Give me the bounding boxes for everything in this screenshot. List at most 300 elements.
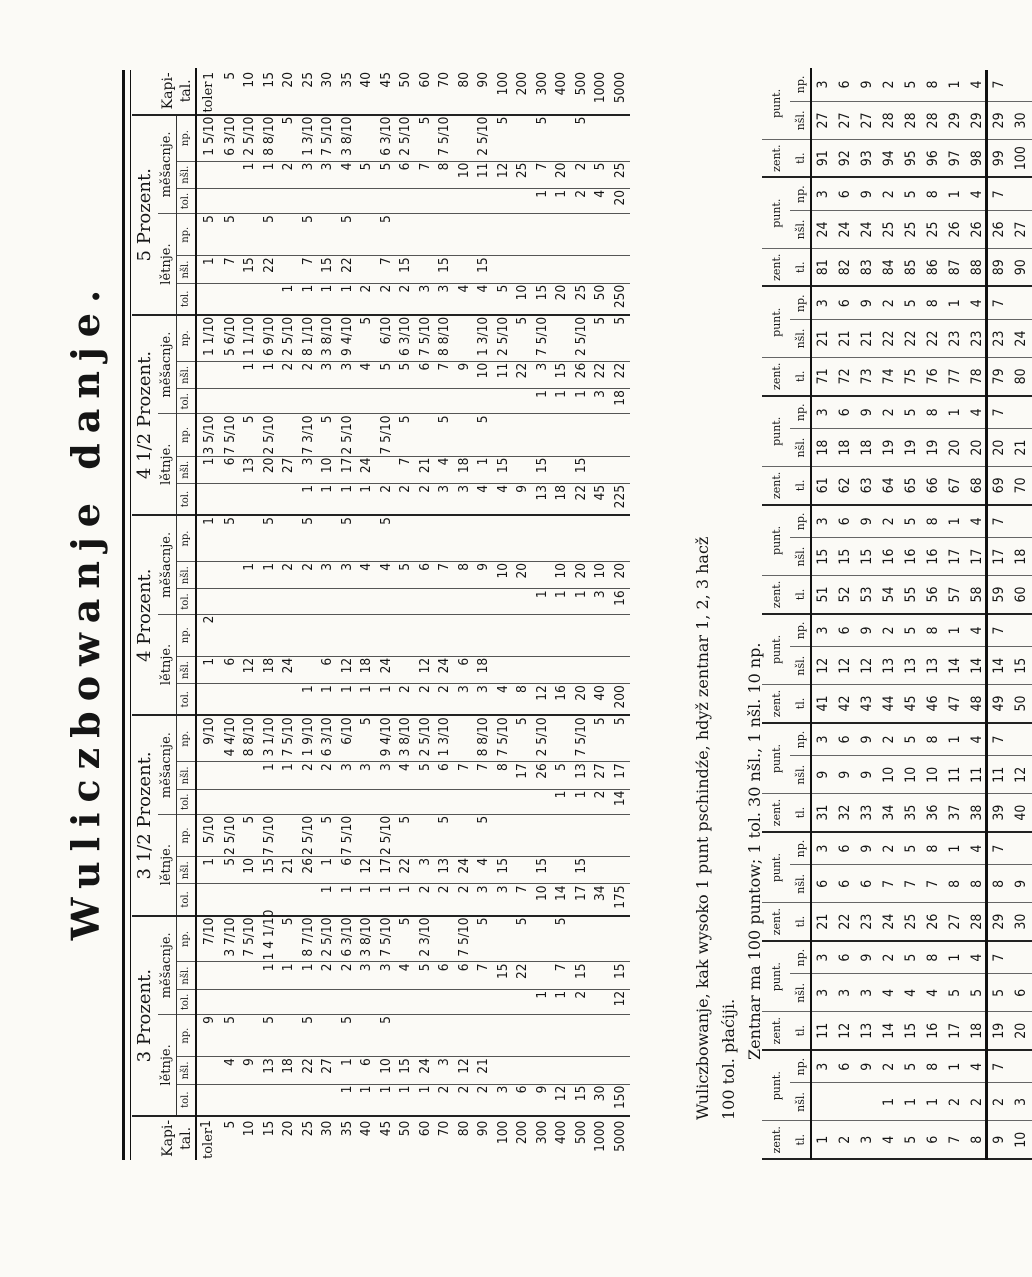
- np-value: 4: [966, 832, 988, 865]
- value-cell: [337, 614, 357, 656]
- nsl-value: 18: [834, 429, 856, 467]
- np-value: 5: [900, 614, 922, 647]
- capital-value: 60: [416, 1120, 433, 1137]
- value-cell: 7 5/10: [279, 715, 299, 761]
- value-cell: 2: [376, 483, 396, 515]
- table-row: [454, 68, 474, 1160]
- value-cell: [513, 589, 533, 614]
- np-value: [1010, 505, 1032, 538]
- zent-header: zent.: [762, 139, 790, 177]
- value-cell: 2: [435, 884, 455, 916]
- value-cell: 7 5/10: [415, 315, 435, 361]
- value-cell: [337, 789, 357, 814]
- value-cell: 14: [552, 884, 572, 916]
- nsl-value: 13: [922, 647, 944, 685]
- value-cell: [396, 656, 416, 683]
- zent-value: 31: [811, 794, 834, 832]
- value-cell: [376, 456, 396, 483]
- table-row: [513, 68, 533, 1160]
- value-cell: 24: [454, 857, 474, 884]
- np-value: [1010, 723, 1032, 756]
- value-cell: [571, 1057, 591, 1084]
- value-cell: [454, 989, 474, 1014]
- value-cell: [220, 188, 240, 213]
- value-cell: 15: [493, 857, 513, 884]
- capital-cell-right: [259, 68, 279, 115]
- value-cell: [240, 614, 260, 656]
- np-value: 8: [922, 941, 944, 974]
- value-cell: [591, 256, 611, 283]
- nsl-value: 12: [834, 647, 856, 685]
- value-cell: 2: [454, 1084, 474, 1116]
- value-cell: [240, 389, 260, 414]
- capital-value: 25: [299, 72, 316, 88]
- value-cell: 7: [435, 561, 455, 588]
- zent-value: 14: [878, 1012, 900, 1050]
- value-cell: [415, 789, 435, 814]
- value-cell: 20: [259, 456, 279, 483]
- value-cell: [279, 614, 299, 656]
- zent-unit-row: [790, 68, 811, 1159]
- caption-line-1: Wuliczbowanje, kak wysoko 1 punt pschindźe, hdyž zentnar 1, 2, 3 hacž 100 tol. płaćiji.: [693, 536, 738, 1120]
- nsl-value: 14: [966, 647, 988, 685]
- value-cell: [571, 414, 591, 456]
- unit-header: tol.: [177, 589, 197, 614]
- np-value: [1010, 177, 1032, 210]
- value-cell: [376, 789, 396, 814]
- zent-value: 49: [988, 685, 1010, 723]
- value-cell: [571, 656, 591, 683]
- value-cell: [571, 1015, 591, 1057]
- value-cell: 15: [571, 1084, 591, 1116]
- table-row: [834, 68, 856, 1159]
- value-cell: 24: [376, 656, 396, 683]
- capital-cell-right: [279, 68, 299, 115]
- value-cell: 15: [493, 456, 513, 483]
- np-value: 8: [922, 177, 944, 210]
- capital-cell: [318, 1116, 338, 1160]
- value-cell: 11: [493, 361, 513, 388]
- value-cell: 24: [279, 656, 299, 683]
- value-cell: 20: [571, 684, 591, 716]
- rotated-content: [52, 60, 1029, 1160]
- value-cell: [493, 389, 513, 414]
- value-cell: 7 5/10: [435, 115, 455, 161]
- zent-value: 71: [811, 358, 834, 396]
- table-row: [240, 68, 260, 1160]
- value-cell: 2: [474, 1084, 494, 1116]
- value-cell: 12: [610, 989, 630, 1014]
- value-cell: 3: [532, 361, 552, 388]
- zent-value: 7: [944, 1121, 966, 1159]
- nsl-value: 15: [1010, 647, 1032, 685]
- np-value: 1: [944, 832, 966, 865]
- value-cell: 5: [396, 814, 416, 856]
- value-cell: 5: [220, 1015, 240, 1057]
- value-cell: 3: [318, 161, 338, 188]
- np-value: 1: [944, 287, 966, 320]
- value-cell: 5: [396, 414, 416, 456]
- value-cell: [474, 589, 494, 614]
- value-cell: 25: [610, 161, 630, 188]
- value-cell: [357, 414, 377, 456]
- unit-nsl: nšl.: [790, 101, 811, 139]
- zent-value: 98: [966, 139, 988, 177]
- table-row: [944, 68, 966, 1159]
- value-cell: [513, 389, 533, 414]
- value-cell: 8: [493, 762, 513, 789]
- unit-tl: tl.: [790, 903, 811, 941]
- zent-value: 20: [1010, 1012, 1032, 1050]
- value-cell: 5: [435, 814, 455, 856]
- group-monthly: měšacnje.: [158, 115, 177, 214]
- unit-header: np.: [177, 715, 197, 761]
- zent-value: 84: [878, 248, 900, 286]
- value-cell: 22: [337, 256, 357, 283]
- capital-label-right: Kapi-tal.: [132, 68, 196, 115]
- nsl-value: 19: [900, 429, 922, 467]
- nsl-value: 11: [988, 756, 1010, 794]
- value-cell: 22: [610, 361, 630, 388]
- value-cell: [435, 916, 455, 962]
- value-cell: 3 5/10: [196, 414, 220, 456]
- value-cell: [396, 989, 416, 1014]
- table-row: [196, 68, 220, 1160]
- value-cell: 2: [318, 762, 338, 789]
- zent-value: 42: [834, 685, 856, 723]
- value-cell: 15: [396, 256, 416, 283]
- value-cell: 1: [259, 561, 279, 588]
- capital-label-left: Kapi-tal.: [132, 1116, 196, 1160]
- value-cell: [279, 483, 299, 515]
- zent-value: 4: [878, 1121, 900, 1159]
- value-cell: 10: [513, 283, 533, 315]
- zent-value: 19: [988, 1012, 1010, 1050]
- np-value: 3: [811, 505, 834, 538]
- zent-value: 22: [834, 903, 856, 941]
- value-cell: 3 8/10: [337, 115, 357, 161]
- nsl-value: 4: [878, 974, 900, 1012]
- np-value: 2: [878, 396, 900, 429]
- value-cell: 5: [318, 814, 338, 856]
- np-value: [1010, 1050, 1032, 1083]
- value-cell: 2: [298, 561, 318, 588]
- value-cell: [513, 1015, 533, 1057]
- value-cell: [513, 414, 533, 456]
- value-cell: 4: [337, 161, 357, 188]
- np-value: 7: [988, 614, 1010, 647]
- nsl-value: 12: [811, 647, 834, 685]
- unit-np: np.: [790, 68, 811, 101]
- group-monthly: měšacnje.: [158, 916, 177, 1015]
- np-value: 6: [834, 396, 856, 429]
- value-cell: 10: [493, 561, 513, 588]
- value-cell: 2: [435, 684, 455, 716]
- np-value: 6: [834, 68, 856, 101]
- value-cell: [493, 989, 513, 1014]
- value-cell: [493, 214, 513, 256]
- unit-np: np.: [790, 832, 811, 865]
- value-cell: 12: [532, 684, 552, 716]
- nsl-value: 25: [922, 210, 944, 248]
- capital-cell: [513, 1116, 533, 1160]
- unit-header: np.: [177, 214, 197, 256]
- value-cell: [532, 214, 552, 256]
- nsl-value: 30: [1010, 101, 1032, 139]
- caption-line-2: Zentnar ma 100 puntow; 1 tol. 30 nšl., 1 nšl. 10 np.: [745, 642, 764, 1060]
- nsl-value: 27: [834, 101, 856, 139]
- capital-cell-right: [610, 68, 630, 115]
- value-cell: [415, 188, 435, 213]
- nsl-value: 3: [1010, 1083, 1032, 1121]
- zent-value: 23: [856, 903, 878, 941]
- value-cell: [415, 1015, 435, 1057]
- value-cell: 3 8/10: [396, 715, 416, 761]
- value-cell: [240, 962, 260, 989]
- value-cell: [552, 414, 572, 456]
- value-cell: 1: [474, 456, 494, 483]
- value-cell: 30: [591, 1084, 611, 1116]
- capital-value: 70: [436, 1120, 453, 1137]
- zent-header: zent.: [762, 248, 790, 286]
- zent-value: 52: [834, 576, 856, 614]
- value-cell: [493, 188, 513, 213]
- value-cell: [220, 762, 240, 789]
- capital-cell: [279, 1116, 299, 1160]
- value-cell: 1: [552, 389, 572, 414]
- value-cell: 5: [318, 414, 338, 456]
- np-value: 7: [988, 832, 1010, 865]
- table-row: [259, 68, 279, 1160]
- value-cell: 7 5/10: [338, 815, 355, 855]
- capital-value: 5000: [611, 72, 628, 104]
- nsl-value: 29: [944, 101, 966, 139]
- nsl-value: 28: [922, 101, 944, 139]
- zent-value: 13: [856, 1012, 878, 1050]
- value-cell: 5: [376, 515, 396, 561]
- value-cell: 24: [357, 456, 377, 483]
- np-value: 6: [834, 832, 856, 865]
- nsl-value: [811, 1083, 834, 1121]
- capital-value: 5: [221, 1120, 238, 1129]
- zent-value: 28: [966, 903, 988, 941]
- table-row: [878, 68, 900, 1159]
- value-cell: 10: [376, 1057, 396, 1084]
- value-cell: [532, 789, 552, 814]
- unit-header: nšl.: [177, 456, 197, 483]
- value-cell: 3: [435, 1057, 455, 1084]
- nsl-value: 3: [856, 974, 878, 1012]
- value-cell: [493, 1057, 513, 1084]
- nsl-value: 28: [900, 101, 922, 139]
- capital-cell: [435, 1116, 455, 1160]
- value-cell: 5: [240, 414, 260, 456]
- value-cell: 5: [259, 1015, 279, 1057]
- value-cell: [279, 814, 299, 856]
- value-cell: 4: [357, 561, 377, 588]
- capital-value: 40: [358, 72, 375, 88]
- value-cell: [493, 789, 513, 814]
- zent-value: 34: [878, 794, 900, 832]
- np-value: 5: [900, 396, 922, 429]
- capital-value: 30: [319, 72, 336, 88]
- nsl-value: 20: [966, 429, 988, 467]
- value-cell: 2: [415, 684, 435, 716]
- value-cell: 1: [318, 684, 338, 716]
- np-value: 1: [944, 723, 966, 756]
- value-cell: 2 5/10: [221, 815, 238, 855]
- np-value: 5: [900, 287, 922, 320]
- unit-np: np.: [790, 505, 811, 538]
- zent-value: 51: [811, 576, 834, 614]
- zent-value: 37: [944, 794, 966, 832]
- value-cell: [610, 614, 630, 656]
- value-cell: 4: [474, 483, 494, 515]
- capital-cell: [240, 1116, 260, 1160]
- value-cell: 3 7/10: [220, 916, 240, 962]
- zent-value: 92: [834, 139, 856, 177]
- capital-value: 1: [200, 72, 217, 80]
- np-value: [1010, 614, 1032, 647]
- value-cell: 2: [279, 361, 299, 388]
- value-cell: 5 6/10: [220, 315, 240, 361]
- zent-value: 75: [900, 358, 922, 396]
- value-cell: 1: [357, 884, 377, 916]
- value-cell: 12: [415, 656, 435, 683]
- table-row: [856, 68, 878, 1159]
- zent-value: 90: [1010, 248, 1032, 286]
- value-cell: 2 5/10: [260, 415, 277, 455]
- np-value: 1: [944, 396, 966, 429]
- value-cell: 2: [435, 1084, 455, 1116]
- value-cell: 6 3/10: [376, 115, 396, 161]
- value-cell: [591, 414, 611, 456]
- value-cell: 34: [591, 884, 611, 916]
- nsl-value: 11: [966, 756, 988, 794]
- np-value: 7: [988, 505, 1010, 538]
- value-cell: [318, 989, 338, 1014]
- value-cell: 6 3/10: [396, 315, 416, 361]
- value-cell: 13: [435, 857, 455, 884]
- value-cell: 2: [454, 884, 474, 916]
- value-cell: 5: [220, 515, 240, 561]
- value-cell: [220, 1084, 240, 1116]
- value-cell: 4: [591, 188, 611, 213]
- value-cell: 20: [552, 283, 572, 315]
- capital-value: 1000: [592, 1120, 609, 1152]
- value-cell: 13: [259, 1057, 279, 1084]
- value-cell: [396, 1015, 416, 1057]
- zent-header: zent.: [762, 794, 790, 832]
- value-cell: 5: [513, 715, 533, 761]
- value-cell: [318, 1084, 338, 1116]
- value-cell: 18: [259, 656, 279, 683]
- value-cell: [357, 589, 377, 614]
- np-value: 1: [944, 68, 966, 101]
- zent-value: 25: [900, 903, 922, 941]
- np-value: 8: [922, 614, 944, 647]
- value-cell: 17: [571, 884, 591, 916]
- value-cell: 5/10: [196, 814, 220, 856]
- value-cell: [591, 614, 611, 656]
- nsl-value: 12: [1010, 756, 1032, 794]
- value-cell: 6: [513, 1084, 533, 1116]
- value-cell: [493, 614, 513, 656]
- value-cell: 1 5/10: [196, 115, 220, 161]
- table-row: [493, 68, 513, 1160]
- value-cell: 1: [196, 656, 220, 683]
- value-cell: 5: [298, 214, 318, 256]
- value-cell: 2 5/10: [474, 115, 494, 161]
- value-cell: [610, 814, 630, 856]
- value-cell: 5: [591, 715, 611, 761]
- value-cell: [376, 389, 396, 414]
- zent-value: 83: [856, 248, 878, 286]
- value-cell: 5: [357, 315, 377, 361]
- value-cell: [318, 789, 338, 814]
- value-cell: 3: [474, 684, 494, 716]
- value-cell: [474, 989, 494, 1014]
- value-cell: 18: [610, 389, 630, 414]
- np-value: 5: [900, 68, 922, 101]
- value-cell: 3: [591, 389, 611, 414]
- value-cell: 5: [493, 283, 513, 315]
- zent-value: 44: [878, 685, 900, 723]
- unit-nsl: nšl.: [790, 538, 811, 576]
- value-cell: [357, 814, 377, 856]
- value-cell: 1: [337, 1057, 357, 1084]
- unit-header: np.: [177, 315, 197, 361]
- capital-value: 1000: [592, 72, 609, 104]
- value-cell: 1: [532, 389, 552, 414]
- nsl-value: 8: [988, 865, 1010, 903]
- capital-value: 15: [260, 1120, 277, 1137]
- value-cell: [513, 188, 533, 213]
- value-cell: 10: [318, 456, 338, 483]
- value-cell: 13: [532, 483, 552, 515]
- value-cell: 250: [610, 283, 630, 315]
- value-cell: [571, 614, 591, 656]
- zent-value: 72: [834, 358, 856, 396]
- value-cell: 24: [415, 1057, 435, 1084]
- value-cell: [513, 456, 533, 483]
- value-cell: [415, 589, 435, 614]
- nsl-value: 14: [944, 647, 966, 685]
- value-cell: 1: [337, 483, 357, 515]
- value-cell: [196, 188, 220, 213]
- capital-cell: [571, 1116, 591, 1160]
- capital-value: 20: [280, 72, 297, 88]
- np-value: 6: [834, 614, 856, 647]
- nsl-value: 15: [834, 538, 856, 576]
- value-cell: 5: [240, 814, 260, 856]
- value-cell: [474, 789, 494, 814]
- value-cell: [279, 1015, 299, 1057]
- nsl-value: 15: [856, 538, 878, 576]
- value-cell: 8 1/10: [298, 315, 318, 361]
- value-cell: 15: [571, 857, 591, 884]
- value-cell: 25: [571, 283, 591, 315]
- nsl-value: 1: [922, 1083, 944, 1121]
- unit-tl: tl.: [790, 685, 811, 723]
- value-cell: 1: [279, 762, 299, 789]
- price-table-caption: [690, 520, 768, 1120]
- value-cell: 2: [318, 962, 338, 989]
- value-cell: 1: [196, 515, 220, 561]
- value-cell: 6: [396, 161, 416, 188]
- value-cell: [591, 214, 611, 256]
- value-cell: 5: [513, 315, 533, 361]
